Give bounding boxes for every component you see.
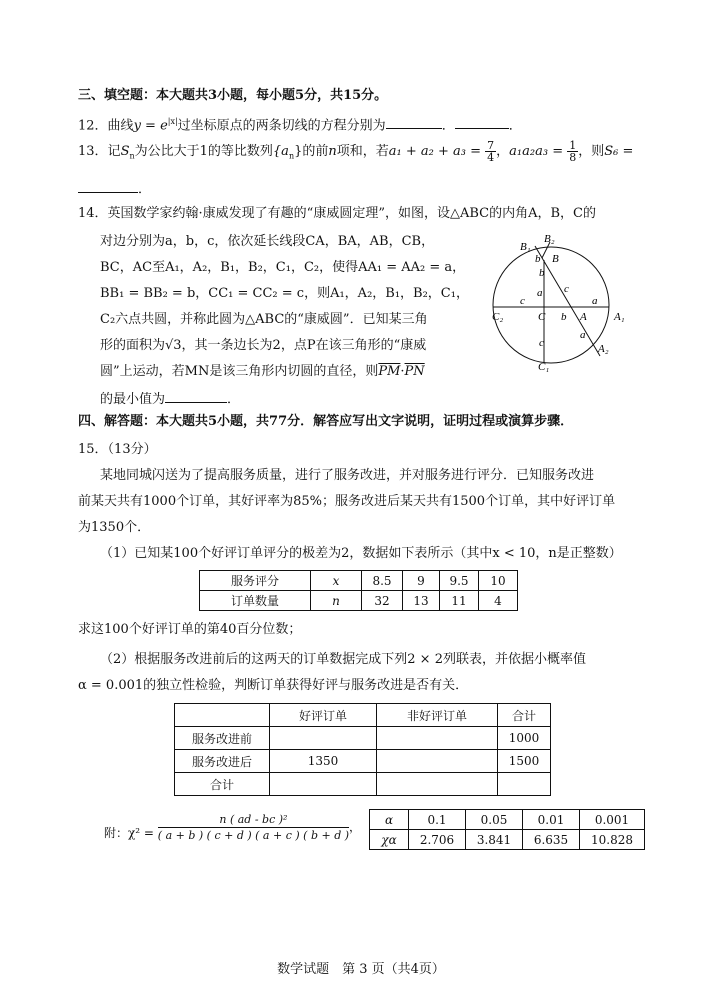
label-c-left: c (520, 295, 525, 307)
q15-para-2: 前某天共有1000个订单，其好评率为85%；服务改进后某天共有1500个订单，其中好评订单 (78, 494, 616, 509)
q13-prod: a₁a₂a₃ = (509, 144, 564, 159)
q12-blank-1[interactable] (386, 114, 442, 129)
table-row: 合计 (175, 773, 551, 796)
label-A: A (580, 311, 587, 323)
q14-end: ． (227, 392, 241, 407)
q14-l8-text: 的最小值为 (100, 392, 166, 407)
label-C1: C₁ (538, 361, 550, 372)
q13-an: {a (272, 144, 289, 159)
q12-blank-2[interactable] (455, 114, 509, 129)
q13-sub: n (129, 151, 135, 161)
q15-para-3: 为1350个． (78, 520, 151, 535)
label-B: B (552, 253, 559, 265)
label-b-top: b (535, 253, 541, 265)
table-row: 服务改进前 1000 (175, 727, 551, 750)
q14-line-4: BB₁ = BB₂ = b，CC₁ = CC₂ = c，则A₁，A₂，B₁，B₂，C₁， (100, 286, 469, 301)
question-12 (78, 112, 522, 136)
q12-y: y = e (133, 118, 168, 134)
q13-t2: 为公比大于1的等比数列 (134, 144, 273, 159)
table-row: α 0.1 0.05 0.01 0.001 (370, 810, 645, 830)
q15-head: 15．（13分） (78, 442, 157, 457)
q14-l7-text: 圆”上运动，若MN是该三角形内切圆的直径，则 (100, 364, 379, 379)
q13-Sn: S (120, 144, 130, 159)
formula-label: 附：χ² = (104, 826, 154, 840)
q13-t3: 的前 (302, 144, 329, 159)
q14-blank[interactable] (165, 388, 227, 403)
label-B1: B₁ (520, 241, 531, 253)
table-row: χα 2.706 3.841 6.635 10.828 (370, 830, 645, 850)
q12-text2: 过坐标原点的两条切线的方程分别为 (177, 118, 386, 134)
q13-fraction-1: $\frac{7}{4}$ (487, 139, 495, 164)
question-13 (78, 138, 633, 171)
q15-sub-2-line-1: （2）根据服务改进前后的这两天的订单数据完成下列2 × 2列联表，并依据小概率值 (100, 652, 586, 667)
label-B2: B₂ (544, 233, 555, 245)
q13-comma: ， (496, 144, 510, 159)
q15-sub-1-question: 求这100个好评订单的第40百分位数； (78, 622, 302, 637)
critical-value-table (369, 809, 645, 850)
q14-line-2: 对边分别为a，b，c，依次延长线段CA，BA，AB，CB， (100, 234, 435, 249)
q13-an-close: } (294, 144, 303, 159)
q14-line-7 (100, 362, 425, 382)
label-A1: A₁ (614, 311, 625, 323)
q14-line-6: 形的面积为√3，其一条边长为2，点P在该三角形的“康威 (100, 338, 427, 353)
q14-vector-pm: $\overline{PM}$ (378, 364, 401, 379)
label-C2: C₂ (492, 311, 504, 323)
q13-blank[interactable] (78, 178, 138, 193)
conway-circle-figure (488, 232, 636, 372)
score-table (199, 570, 518, 611)
chi-square-formula (104, 812, 361, 843)
q13-number: 13． (78, 144, 108, 159)
label-a-right: a (592, 295, 598, 307)
q13-fraction-2: $\frac{1}{8}$ (569, 139, 577, 164)
q14-dot: · (400, 364, 405, 379)
q12-end: ． (508, 118, 522, 134)
q14-line-8 (100, 388, 240, 410)
q15-para-1: 某地同城闪送为了提高服务质量，进行了服务改进，并对服务进行评分．已知服务改进 (100, 468, 595, 483)
q15-sub-2-line-2: α = 0.001的独立性检验，判断订单获得好评与服务改进是否有关． (78, 678, 469, 693)
q13-S6: S₆ = (604, 144, 634, 159)
q15-sub-1: （1）已知某100个好评订单评分的极差为2，数据如下表所示（其中x < 10，n是正整数） (100, 546, 622, 561)
label-A2: A₂ (598, 343, 609, 355)
label-b-bottom: b (561, 311, 567, 323)
question-13-blank-line (78, 178, 151, 200)
label-a-left: a (537, 287, 543, 299)
q12-sep: ． (441, 118, 455, 134)
q14-line-1: 14．英国数学家约翰·康威发现了有趣的“康威圆定理”，如图，设△ABC的内角A，B，C的 (78, 206, 596, 221)
q13-t5: ，则 (578, 144, 605, 159)
formula-fraction: $\frac{\text{n ( ad - bc )²}}{( a + b ) ( c + d ) ( a + c ) ( b + d )}$ (157, 813, 350, 842)
q13-t4: 项和，若 (336, 144, 389, 159)
q14-line-5: C₂六点共圆，并称此圆为△ABC的“康威圆”．已知某三角 (100, 312, 428, 327)
section-3-heading: 三、填空题：本大题共3小题，每小题5分，共15分。 (78, 88, 388, 103)
label-c-right: c (564, 283, 569, 295)
q12-number: 12． (78, 118, 108, 134)
q13-sub2: n (288, 151, 295, 161)
section-4-heading: 四、解答题：本大题共5小题，共77分．解答应写出文字说明，证明过程或演算步骤． (78, 414, 574, 429)
label-c-lower: c (539, 337, 544, 349)
label-b-mid: b (539, 267, 545, 279)
formula-comma: ， (349, 820, 362, 834)
q14-vector-pn: $\overline{PN}$ (404, 364, 425, 379)
label-a-lower: a (580, 329, 586, 341)
q14-line-3: BC，AC至A₁，A₂，B₁，B₂，C₁，C₂，使得AA₁ = AA₂ = a， (100, 260, 466, 275)
q13-n: n (328, 144, 337, 159)
q13-t1: 记 (107, 144, 121, 159)
page-footer: 数学试题 第 3 页（共4页） (277, 962, 445, 977)
label-C: C (538, 311, 546, 323)
table-row: 服务评分 x 8.5 9 9.5 10 (200, 571, 518, 591)
table-row: 好评订单 非好评订单 合计 (175, 704, 551, 727)
table-row: 服务改进后 1350 1500 (175, 750, 551, 773)
q12-exponent: |x| (167, 117, 178, 126)
q13-sum: a₁ + a₂ + a₃ = (388, 144, 482, 159)
contingency-table (174, 703, 551, 796)
table-row: 订单数量 n 32 13 11 4 (200, 591, 518, 611)
q12-text: 曲线 (107, 118, 134, 134)
q13-end: ． (138, 182, 152, 197)
